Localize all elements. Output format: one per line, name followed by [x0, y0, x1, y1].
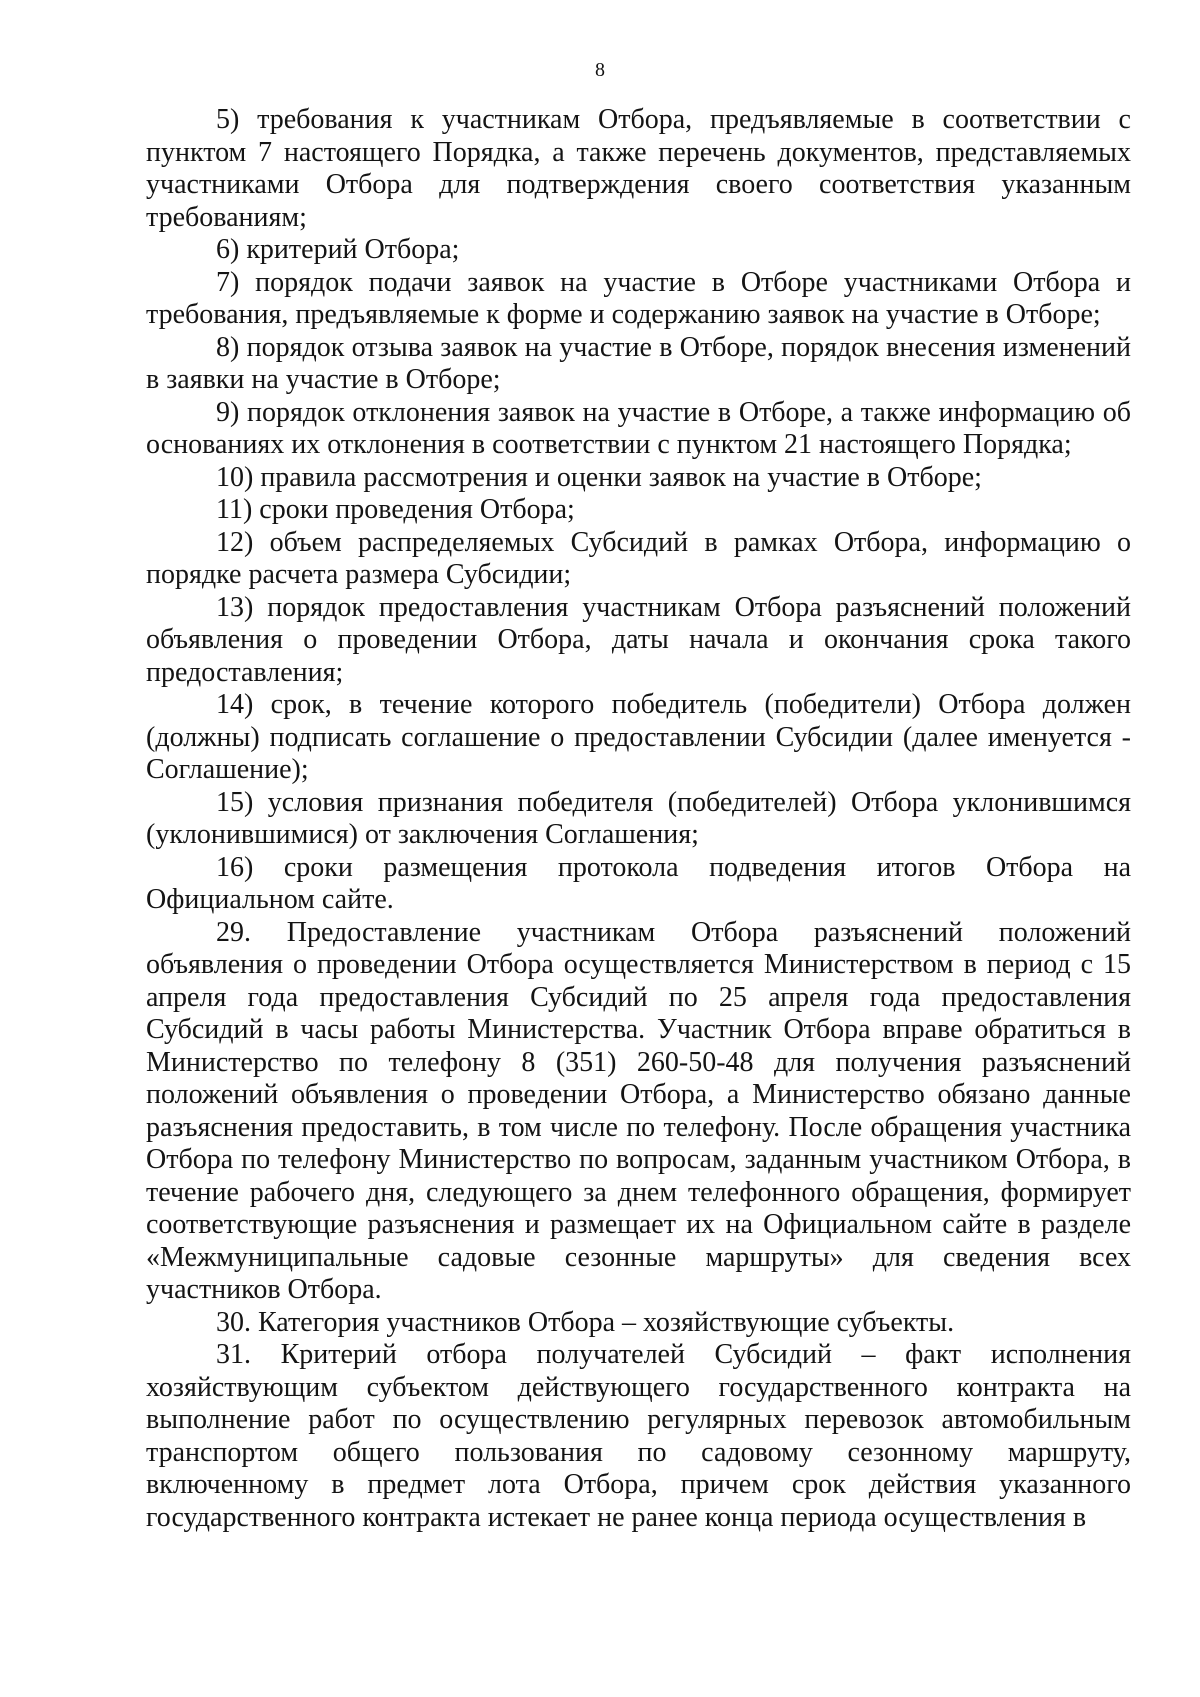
- paragraph-clause-31: 31. Критерий отбора получателей Субсидий – факт исполнения хозяйствующим субъектом действующего государственного контракта на выполнение работ по осуществлению регулярных перевозок автомобильным транспортом общего пользования по садовому сезонному маршруту, включенному в предмет лота Отбора, причем срок действия указанного государственного контракта истекает не ранее конца периода осуществления в: [146, 1339, 1131, 1533]
- paragraph-item-7: 7) порядок подачи заявок на участие в Отборе участниками Отбора и требования, предъявляемые к форме и содержанию заявок на участие в Отборе;: [146, 266, 1131, 330]
- paragraph-item-11: 11) сроки проведения Отбора;: [216, 494, 575, 525]
- paragraph-item-14: 14) срок, в течение которого победитель (победители) Отбора должен (должны) подписать соглашение о предоставлении Субсидии (далее именуется - Соглашение);: [146, 689, 1131, 785]
- paragraph-item-5: 5) требования к участникам Отбора, предъявляемые в соответствии с пунктом 7 настоящего Порядка, а также перечень документов, представляемых участниками Отбора для подтверждения своего соответствия указанным требованиям;: [146, 104, 1131, 233]
- paragraph-item-9: 9) порядок отклонения заявок на участие в Отборе, а также информацию об основаниях их отклонения в соответствии с пунктом 21 настоящего Порядка;: [146, 396, 1131, 460]
- paragraph-item-13: 13) порядок предоставления участникам Отбора разъяснений положений объявления о проведении Отбора, даты начала и окончания срока такого предоставления;: [146, 591, 1131, 688]
- page-number: 8: [595, 59, 605, 81]
- paragraph-item-12: 12) объем распределяемых Субсидий в рамках Отбора, информацию о порядке расчета размера Субсидии;: [146, 526, 1131, 590]
- paragraph-clause-30: 30. Категория участников Отбора – хозяйствующие субъекты.: [216, 1306, 955, 1338]
- paragraph-item-10: 10) правила рассмотрения и оценки заявок на участие в Отборе;: [216, 461, 982, 493]
- paragraph-item-16: 16) сроки размещения протокола подведения итогов Отбора на Официальном сайте.: [146, 851, 1131, 915]
- paragraph-item-8: 8) порядок отзыва заявок на участие в Отборе, порядок внесения изменений в заявки на участие в Отборе;: [146, 331, 1131, 395]
- paragraph-clause-29: 29. Предоставление участникам Отбора разъяснений положений объявления о проведении Отбора осуществляется Министерством в период с 15 апреля года предоставления Субсидий по 25 апреля года предоставления Субсидий в часы работы Министерства. Участник Отбора вправе обратиться в Министерство по телефону 8 (351) 260-50-48 для получения разъяснений положений объявления о проведении Отбора, а Министерство обязано данные разъяснения предоставить, в том числе по телефону. После обращения участника Отбора по телефону Министерство по вопросам, заданным участником Отбора, в течение рабочего дня, следующего за днем телефонного обращения, формирует соответствующие разъяснения и размещает их на Официальном сайте в разделе «Межмуниципальные садовые сезонные маршруты» для сведения всех участников Отбора.: [146, 916, 1131, 1305]
- document-body: [146, 104, 1131, 1534]
- paragraph-item-6: 6) критерий Отбора;: [216, 234, 460, 265]
- paragraph-item-15: 15) условия признания победителя (победителей) Отбора уклонившимся (уклонившимися) от заключения Соглашения;: [146, 786, 1131, 850]
